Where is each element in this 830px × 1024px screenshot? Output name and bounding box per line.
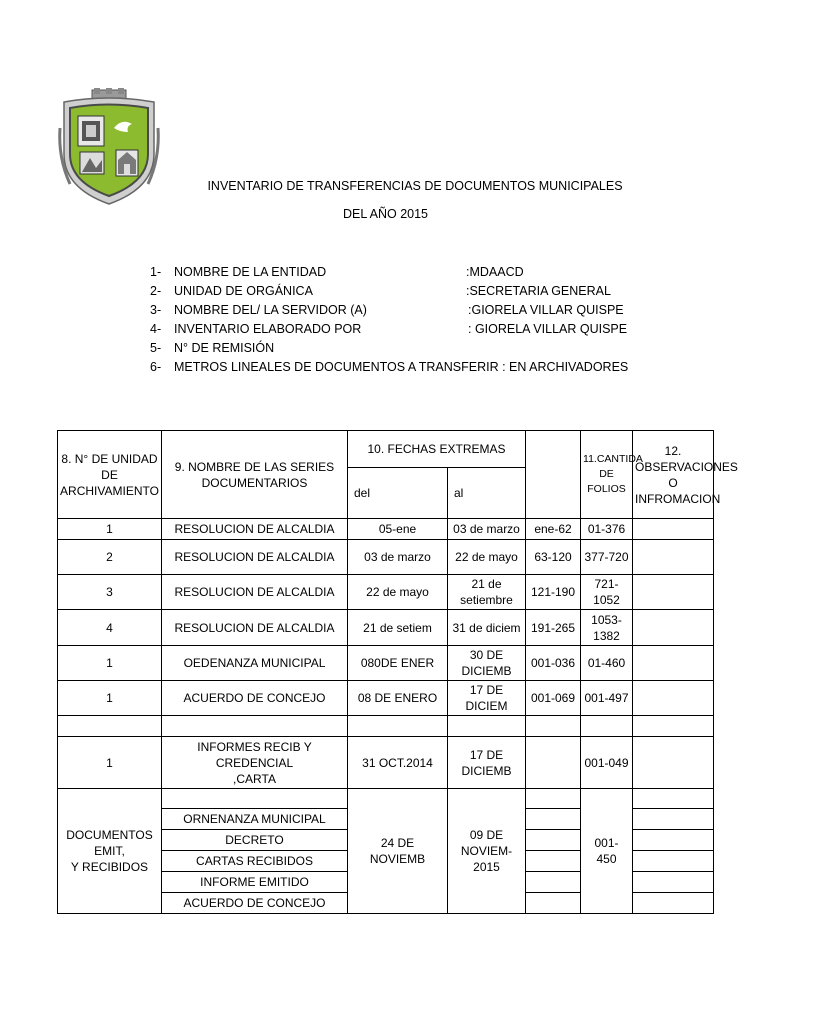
cell-series: OEDENANZA MUNICIPAL [162, 646, 348, 681]
cell-empty [448, 716, 526, 737]
cell-range: 63-120 [526, 540, 581, 575]
group-obs-empty [633, 872, 714, 893]
group-range-empty [526, 830, 581, 851]
cell-empty [58, 716, 162, 737]
group-range-empty [526, 872, 581, 893]
group-unit-line: EMIT, [94, 844, 125, 858]
cell-series: RESOLUCION DE ALCALDIA [162, 575, 348, 610]
info-label: NOMBRE DEL/ LA SERVIDOR (A) [174, 303, 367, 317]
group-range-empty [526, 809, 581, 830]
info-value: :GIORELA VILLAR QUISPE [468, 303, 624, 317]
group-range-empty [526, 893, 581, 914]
cell-unit: 2 [58, 540, 162, 575]
cell-unit: 1 [58, 737, 162, 789]
cell-folios: 01-460 [581, 646, 633, 681]
info-label: NOMBRE DE LA ENTIDAD [174, 265, 327, 279]
cell-date-from: 08 DE ENERO [348, 681, 448, 716]
group-range-empty [526, 851, 581, 872]
cell-observations [633, 610, 714, 646]
group-series-item: ORNENANZA MUNICIPAL [162, 809, 348, 830]
cell-date-from: 05-ene [348, 519, 448, 540]
cell-folios: 001-497 [581, 681, 633, 716]
cell-date-from: 31 OCT.2014 [348, 737, 448, 789]
info-number: 1- [150, 265, 162, 279]
group-folios-line: 001- [594, 836, 619, 850]
info-label: METROS LINEALES DE DOCUMENTOS A TRANSFERIR : EN ARCHIVADORES [174, 360, 629, 374]
header-date-to: al [448, 468, 526, 519]
group-obs-empty [633, 830, 714, 851]
group-series-item: INFORME EMITIDO [162, 872, 348, 893]
header-date-from: del [348, 468, 448, 519]
group-unit-line: Y RECIBIDOS [70, 860, 149, 874]
cell-observations [633, 519, 714, 540]
table-row [58, 610, 714, 646]
cell-series: RESOLUCION DE ALCALDIA [162, 610, 348, 646]
cell-range [526, 737, 581, 789]
cell-date-to: 03 de marzo [448, 519, 526, 540]
group-obs-empty [633, 851, 714, 872]
group-date-to-line: 2015 [473, 860, 500, 874]
header-series-name: 9. NOMBRE DE LAS SERIES DOCUMENTARIOS [162, 431, 348, 519]
cell-unit: 4 [58, 610, 162, 646]
cell-observations [633, 737, 714, 789]
cell-folios: 1053-1382 [581, 610, 633, 646]
group-unit [58, 789, 162, 914]
header-observations: 12. OBSERVACIONES O INFROMACION [633, 431, 714, 519]
table-row [58, 646, 714, 681]
cell-date-from: 080DE ENER [348, 646, 448, 681]
info-number: 2- [150, 284, 162, 298]
cell-date-from: 22 de mayo [348, 575, 448, 610]
cell-folios: 377-720 [581, 540, 633, 575]
group-date-to-line: NOVIEM- [460, 844, 513, 858]
cell-date-to: 22 de mayo [448, 540, 526, 575]
cell-empty [633, 716, 714, 737]
cell-observations [633, 681, 714, 716]
group-series-item: ACUERDO DE CONCEJO [162, 893, 348, 914]
group-obs-empty [633, 809, 714, 830]
table-row [58, 681, 714, 716]
cell-unit: 1 [58, 519, 162, 540]
cell-empty [348, 716, 448, 737]
group-date-from [348, 789, 448, 914]
cell-empty [581, 716, 633, 737]
info-number: 4- [150, 322, 162, 336]
group-range-empty [526, 789, 581, 809]
cell-date-to: 17 DE DICIEM [448, 681, 526, 716]
info-number: 3- [150, 303, 162, 317]
cell-series [162, 737, 348, 789]
cell-series: RESOLUCION DE ALCALDIA [162, 519, 348, 540]
group-obs-empty [633, 893, 714, 914]
group-series-empty [162, 789, 348, 809]
cell-empty [526, 716, 581, 737]
group-series-item: CARTAS RECIBIDOS [162, 851, 348, 872]
cell-unit: 1 [58, 646, 162, 681]
cell-date-from: 03 de marzo [348, 540, 448, 575]
group-date-from-line: NOVIEMB [369, 852, 426, 866]
table-row [58, 737, 714, 789]
group-obs-empty [633, 789, 714, 809]
cell-range: 001-069 [526, 681, 581, 716]
cell-date-to: 31 de diciem [448, 610, 526, 646]
cell-unit: 1 [58, 681, 162, 716]
table-row-empty [58, 716, 714, 737]
cell-observations [633, 575, 714, 610]
table-row [58, 540, 714, 575]
cell-series-line: CREDENCIAL [215, 755, 294, 770]
info-label: UNIDAD DE ORGÁNICA [174, 284, 313, 298]
group-row [58, 789, 714, 809]
group-date-to [448, 789, 526, 914]
cell-folios: 001-049 [581, 737, 633, 789]
group-folios [581, 789, 633, 914]
info-value: : GIORELA VILLAR QUISPE [468, 322, 628, 336]
document-title: INVENTARIO DE TRANSFERENCIAS DE DOCUMENTOS MUNICIPALES [207, 179, 623, 193]
cell-unit: 3 [58, 575, 162, 610]
document-year: DEL AÑO 2015 [343, 207, 429, 221]
header-extreme-dates: 10. FECHAS EXTREMAS [348, 431, 526, 468]
cell-folios: 01-376 [581, 519, 633, 540]
cell-date-to: 17 DE DICIEMB [448, 737, 526, 789]
group-folios-line: 450 [596, 852, 617, 866]
cell-series: RESOLUCION DE ALCALDIA [162, 540, 348, 575]
cell-observations [633, 540, 714, 575]
inventory-table [57, 430, 738, 914]
info-value: :MDAACD [466, 265, 524, 279]
info-value: :SECRETARIA GENERAL [466, 284, 611, 298]
cell-range: 121-190 [526, 575, 581, 610]
table-row [58, 519, 714, 540]
cell-series-line: ,CARTA [233, 771, 276, 786]
group-unit-line: DOCUMENTOS [66, 828, 153, 842]
cell-empty [162, 716, 348, 737]
header-blank [526, 431, 581, 519]
header-unit-number: 8. N° DE UNIDAD DE ARCHIVAMIENTO [58, 431, 162, 519]
cell-range: ene-62 [526, 519, 581, 540]
cell-series-line: INFORMES RECIB Y [197, 739, 312, 754]
cell-folios: 721-1052 [581, 575, 633, 610]
table-header-row [58, 431, 714, 468]
info-label: N° DE REMISIÓN [174, 341, 275, 355]
header-folio-count: 11.CANTIDA DE FOLIOS [581, 431, 633, 519]
cell-range: 191-265 [526, 610, 581, 646]
cell-series: ACUERDO DE CONCEJO [162, 681, 348, 716]
group-date-from-line: 24 DE [380, 836, 415, 850]
cell-date-to: 30 DE DICIEMB [448, 646, 526, 681]
group-date-to-line: 09 DE [469, 828, 504, 842]
cell-date-to: 21 de setiembre [448, 575, 526, 610]
cell-date-from: 21 de setiem [348, 610, 448, 646]
info-number: 5- [150, 341, 162, 355]
group-series-item: DECRETO [162, 830, 348, 851]
info-label: INVENTARIO ELABORADO POR [174, 322, 362, 336]
info-number: 6- [150, 360, 162, 374]
cell-range: 001-036 [526, 646, 581, 681]
table-row [58, 575, 714, 610]
cell-observations [633, 646, 714, 681]
